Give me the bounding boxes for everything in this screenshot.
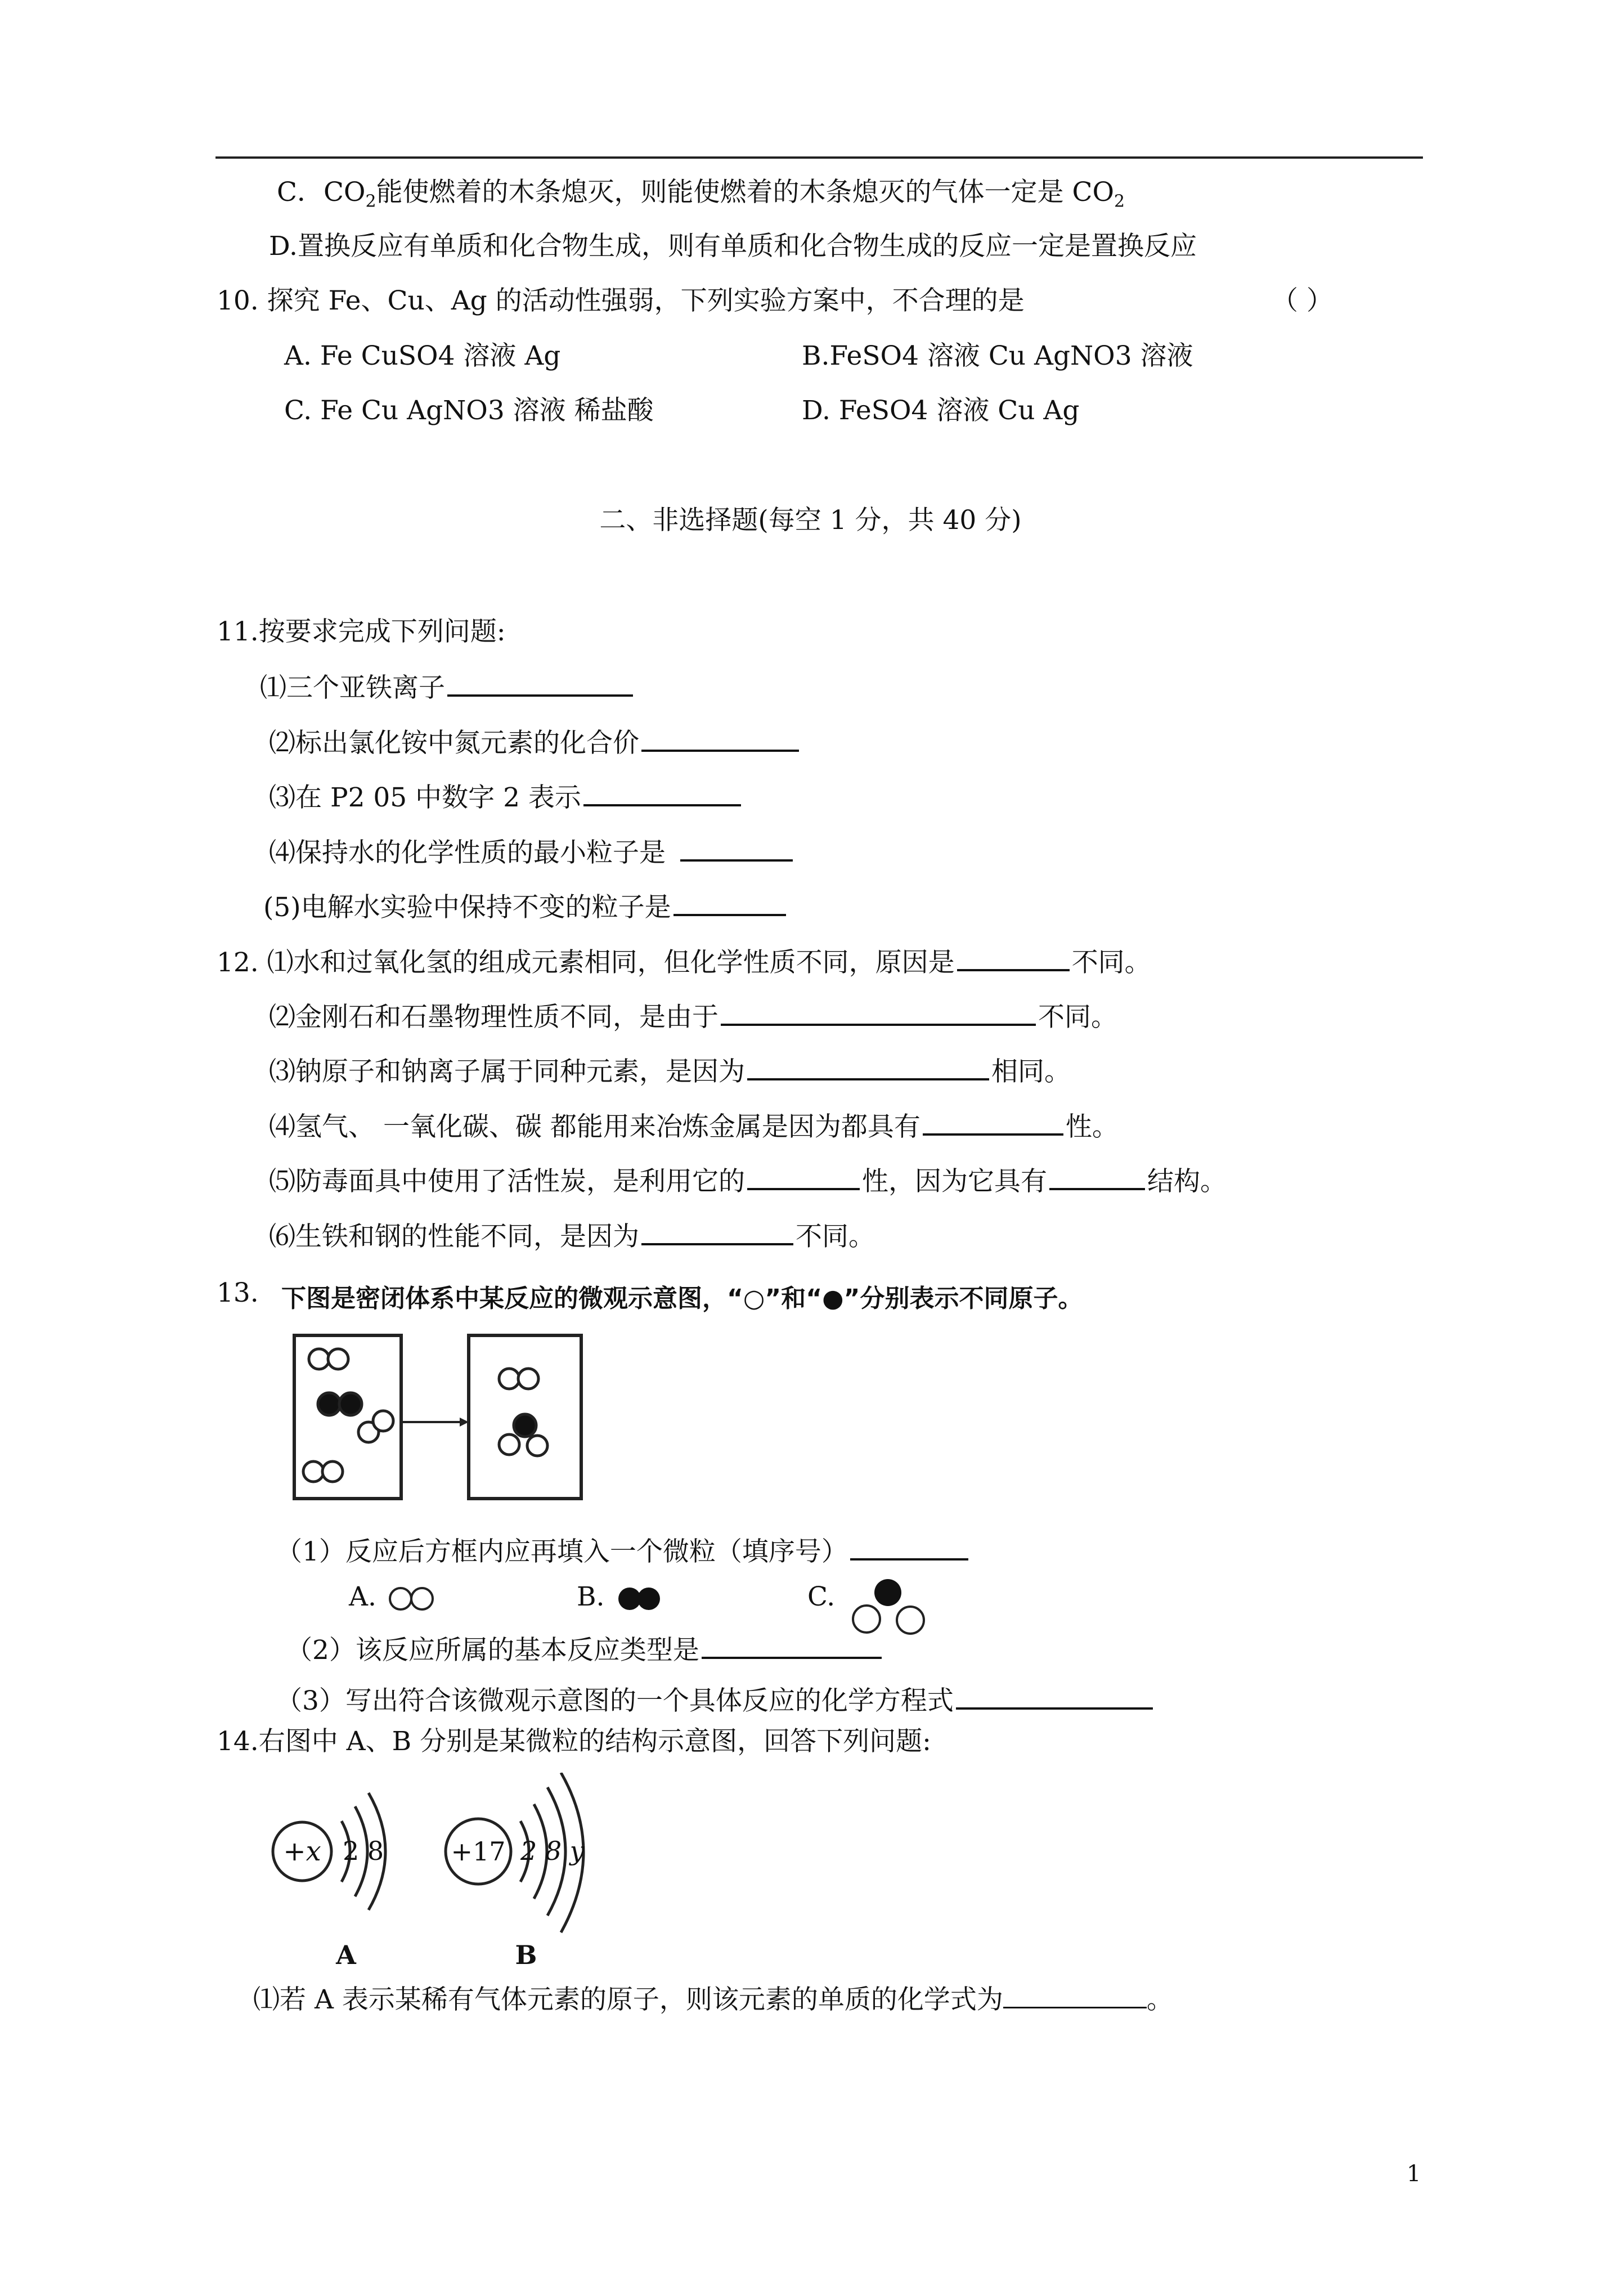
q13-number: 13. [217,1277,259,1308]
q12-part4: ⑷氢气、 一氧化碳、碳 都能用来冶炼金属是因为都具有 性。 [269,1109,1119,1144]
q10-answer-paren: （ ） [1272,285,1333,316]
q13-option-a: A. [349,1580,441,1614]
answer-blank[interactable] [680,835,793,862]
q13-part2: （2）该反应所属的基本反应类型是 [286,1632,884,1667]
q11-part2: ⑵标出氯化铵中氮元素的化合价 [269,725,801,760]
q13-option-c: C. [807,1581,836,1612]
nucleus-a-charge: +x [283,1836,321,1867]
q12-part1: 12. ⑴水和过氧化氢的组成元素相同，但化学性质不同，原因是 不同。 [217,944,1151,980]
structure-b [446,1773,585,1970]
reaction-micro-diagram [284,1325,599,1505]
two-black-atoms-icon [613,1585,669,1613]
q12-part6: ⑹生铁和钢的性能不同，是因为 不同。 [269,1218,875,1254]
q11-part3: ⑶在 P2 05 中数字 2 表示 [269,779,743,815]
atomic-structure-diagrams [256,1773,605,1986]
shell-a-electrons: 2 8 [343,1836,384,1866]
q9-option-d: D.置换反应有单质和化合物生成，则有单质和化合物生成的反应一定是置换反应 [269,231,1197,262]
q13-part1: （1）反应后方框内应再填入一个微粒（填序号） [276,1533,971,1569]
q10-option-a: A. Fe CuSO4 溶液 Ag [284,340,561,371]
q13-option-b: B. [577,1580,669,1614]
q10-option-d: D. FeSO4 溶液 Cu Ag [802,395,1080,426]
two-white-atoms-icon [385,1585,441,1613]
q11-part4: ⑷保持水的化学性质的最小粒子是 [269,835,795,870]
answer-blank[interactable] [747,1163,860,1190]
answer-blank[interactable] [850,1533,968,1560]
q9-option-c: C．$CO_2$能使燃着的木条熄灭，则能使燃着的木条熄灭的气体一定是 $CO_2$ [277,177,1125,212]
q14-stem: 14.右图中 A、B 分别是某微粒的结构示意图，回答下列问题: [217,1726,931,1757]
nucleus-b-charge: +17 [451,1836,506,1867]
answer-blank[interactable] [721,999,1036,1026]
answer-blank[interactable] [641,1218,793,1245]
q11-part1: ⑴三个亚铁离子 [260,670,635,705]
answer-blank[interactable] [957,944,1070,971]
page-number: 1 [1407,2161,1421,2187]
answer-blank[interactable] [1003,1982,1147,2008]
header-rule [215,156,1423,159]
q10-option-c: C. Fe Cu AgNO3 溶液 稀盐酸 [284,395,654,426]
answer-blank[interactable] [1049,1163,1145,1190]
q12-part3: ⑶钠原子和钠离子属于同种元素，是因为 相同。 [269,1053,1071,1089]
answer-blank[interactable] [673,889,786,916]
q11-stem: 11.按要求完成下列问题: [217,616,506,647]
answer-blank[interactable] [923,1109,1063,1136]
black-white-white-molecule-icon [844,1573,934,1640]
structure-a [273,1793,385,1970]
answer-blank[interactable] [583,779,741,806]
q12-part2: ⑵金刚石和石墨物理性质不同，是由于 不同。 [269,999,1117,1034]
q13-caption: 下图是密闭体系中某反应的微观示意图，“○”和“●”分别表示不同原子。 [281,1284,1083,1313]
answer-blank[interactable] [447,670,633,697]
answer-blank[interactable] [956,1683,1153,1710]
section-heading: 二、非选择题(每空 1 分，共 40 分) [599,505,1022,536]
answer-blank[interactable] [702,1632,882,1659]
after-molecules [499,1369,547,1456]
label-b: B [515,1940,537,1970]
q10-option-b: B.FeSO4 溶液 Cu AgNO3 溶液 [802,340,1193,371]
shell-b-electrons: 2 8 y [520,1836,585,1866]
answer-blank[interactable] [641,725,799,752]
q10-stem: 10. 探究 Fe、Cu、Ag 的活动性强弱，下列实验方案中，不合理的是 [217,285,1025,316]
q13-part3: （3）写出符合该微观示意图的一个具体反应的化学方程式 [276,1683,1155,1718]
q11-part5: (5)电解水实验中保持不变的粒子是 [263,889,788,925]
q14-part1: ⑴若 A 表示某稀有气体元素的原子，则该元素的单质的化学式为 。 [253,1982,1173,2017]
q12-part5: ⑸防毒面具中使用了活性炭，是利用它的 性，因为它具有 结构。 [269,1163,1227,1199]
answer-blank[interactable] [747,1053,989,1080]
label-a: A [336,1940,356,1970]
before-molecules [303,1349,393,1482]
